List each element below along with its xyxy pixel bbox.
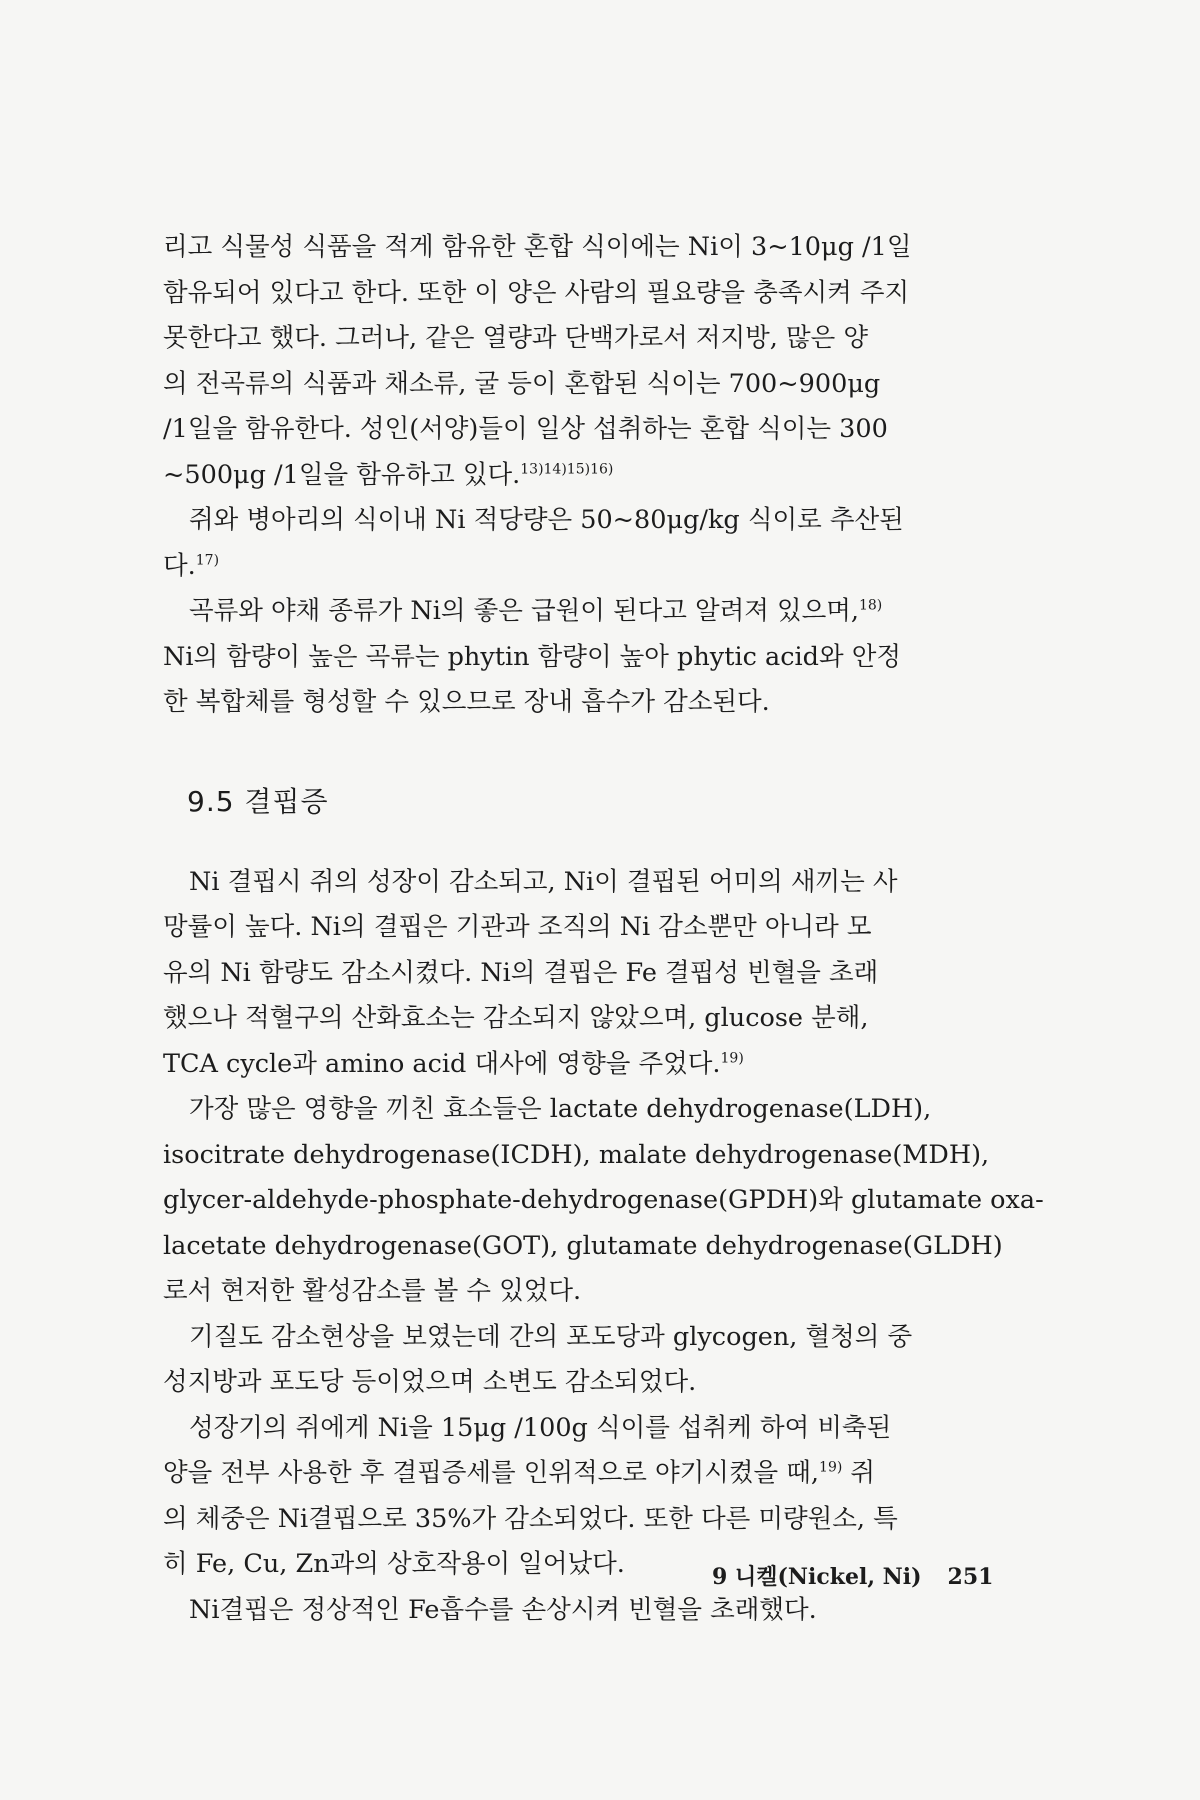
line-text: 의 전곡류의 식품과 채소류, 굴 등이 혼합된 식이는 700~900μg [163,368,881,399]
text-line [163,225,1045,271]
line-text: Ni결핍은 정상적인 Fe흡수를 손상시켜 빈혈을 초래했다. [189,1594,817,1625]
paragraph [163,860,1045,1088]
paragraph [163,1588,1045,1634]
citation-superscript: 18) [858,597,883,614]
line-text: ~500μg /1일을 함유하고 있다. [163,459,521,490]
text-line [163,1406,1045,1452]
line-text: 다. [163,550,196,581]
text-line [163,271,1045,317]
paragraph [163,1315,1045,1406]
line-text: 로서 현저한 활성감소를 볼 수 있었다. [163,1276,582,1306]
paragraph [163,1087,1045,1315]
paragraph [163,589,1045,726]
line-text: 한 복합체를 형성할 수 있으므로 장내 흡수가 감소된다. [163,687,770,717]
text-line [163,635,1045,681]
text-block-bottom [163,860,1045,1634]
citation-superscript: 19) [819,1459,843,1476]
paragraph [163,225,1045,498]
line-text: 했으나 적혈구의 산화효소는 감소되지 않았으며, glucose 분해, [163,1003,869,1033]
citation-superscript: 13)14)15)16) [520,461,614,477]
section-heading: 9.5 결핍증 [187,784,329,818]
line-text: isocitrate dehydrogenase(ICDH), malate dehydrogenase(MDH), [163,1139,990,1170]
text-line [163,951,1045,997]
text-line [163,544,1045,590]
text-block-top [163,225,1045,726]
line-text: 성지방과 포도당 등이었으며 소변도 감소되었다. [163,1367,697,1397]
line-text: TCA cycle과 amino acid 대사에 영향을 주었다. [163,1048,721,1079]
line-text: Ni의 함량이 높은 곡류는 phytin 함량이 높아 phytic acid와 안정 [163,641,901,672]
text-line [163,362,1045,408]
text-line [163,1087,1045,1133]
line-text: 함유되어 있다고 한다. 또한 이 양은 사람의 필요량을 충족시켜 주지 [163,277,910,308]
text-line [163,1360,1045,1406]
text-line [163,316,1045,362]
line-text: 기질도 감소현상을 보였는데 간의 포도당과 glycogen, 혈청의 중 [189,1321,913,1352]
line-text: 못한다고 했다. 그러나, 같은 열량과 단백가로서 저지방, 많은 양 [163,323,868,353]
line-text: 양을 전부 사용한 후 결핍증세를 인위적으로 야기시켰을 때, [163,1458,820,1488]
line-text: 히 Fe, Cu, Zn과의 상호작용이 일어났다. [163,1549,625,1579]
line-text: glycer-aldehyde-phosphate-dehydrogenase(GPDH)와 glutamate oxa- [163,1185,1044,1215]
page-number: 251 [947,1564,994,1590]
line-text: 리고 식물성 식품을 적게 함유한 혼합 식이에는 Ni이 3~10μg /1일 [163,232,912,262]
citation-superscript: 17) [195,552,220,568]
text-line [163,1224,1045,1270]
citation-superscript: 19) [720,1050,744,1066]
text-line [163,680,1045,726]
paragraph [163,498,1045,589]
line-text: 쥐와 병아리의 식이내 Ni 적당량은 50~80μg/kg 식이로 추산된 [189,505,904,535]
line-text: 유의 Ni 함량도 감소시켰다. Ni의 결핍은 Fe 결핍성 빈혈을 초래 [163,957,879,988]
line-text: 곡류와 야채 종류가 Ni의 좋은 급원이 된다고 알려져 있으며, [189,596,859,626]
line-text: 의 체중은 Ni결핍으로 35%가 감소되었다. 또한 다른 미량원소, 특 [163,1503,898,1534]
line-text: Ni 결핍시 쥐의 성장이 감소되고, Ni이 결핍된 어미의 새끼는 사 [189,866,898,897]
page-footer [712,1560,993,1591]
text-line [163,905,1045,951]
line-text: 성장기의 쥐에게 Ni을 15μg /100g 식이를 섭취케 하여 비축된 [189,1412,892,1443]
text-line [163,1315,1045,1361]
line-text: lacetate dehydrogenase(GOT), glutamate dehydrogenase(GLDH) [163,1230,1003,1261]
text-line [163,1042,1045,1088]
text-line [163,860,1045,906]
page-body [163,225,1045,1633]
text-line [163,407,1045,453]
text-line [163,498,1045,544]
text-line [163,1133,1045,1179]
text-line [163,996,1045,1042]
text-line [163,1451,1045,1497]
text-line [163,1178,1045,1224]
line-text-tail: 쥐 [842,1458,876,1488]
line-text: /1일을 함유한다. 성인(서양)들이 일상 섭취하는 혼합 식이는 300 [163,414,888,444]
line-text: 망률이 높다. Ni의 결핍은 기관과 조직의 Ni 감소뿐만 아니라 모 [163,912,872,942]
text-line [163,453,1045,499]
running-head: 9 니켈(Nickel, Ni) [712,1564,922,1590]
line-text: 가장 많은 영향을 끼친 효소들은 lactate dehydrogenase(LDH), [189,1094,932,1124]
text-line [163,589,1045,635]
text-line [163,1588,1045,1634]
text-line [163,1269,1045,1315]
text-line [163,1497,1045,1543]
